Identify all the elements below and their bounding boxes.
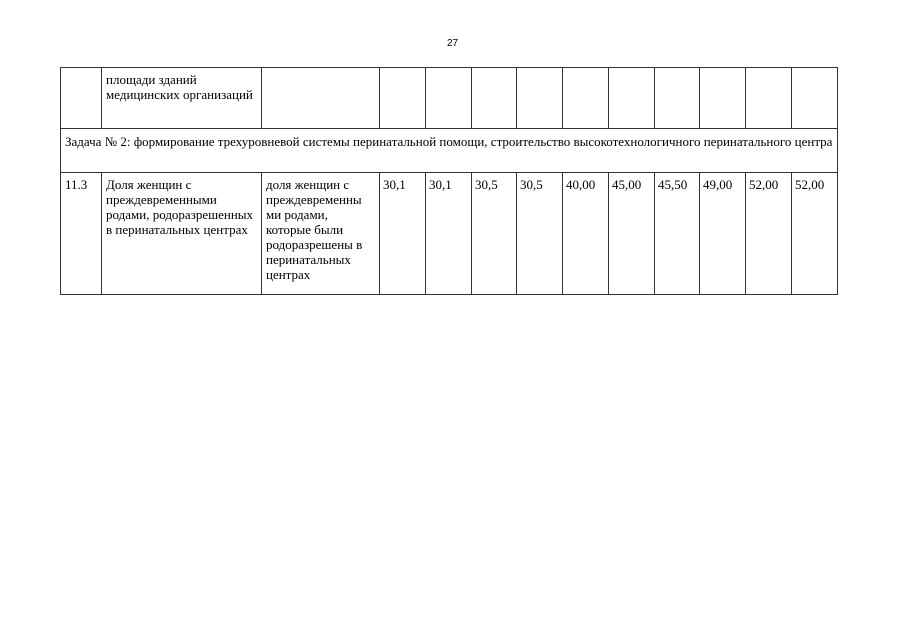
page-number: 27: [446, 38, 459, 49]
indicator-name-cell: площади зданий медицинских организаций: [102, 68, 262, 129]
value-cell: [700, 68, 746, 129]
value-cell: 40,00: [563, 173, 609, 295]
value-cell: [426, 68, 472, 129]
table-row: [61, 173, 838, 295]
indicator-name-cell: Доля женщин с преждевременными родами, родоразрешенных в перинатальных центрах: [102, 173, 262, 295]
value-cell: 30,1: [380, 173, 426, 295]
row-number-cell: [61, 68, 102, 129]
indicator-definition-cell: доля женщин с преждевременны ми родами, которые были родоразрешены в перинатальных центрах: [262, 173, 380, 295]
indicator-definition-cell: [262, 68, 380, 129]
indicators-table: [60, 67, 838, 295]
value-cell: 30,5: [517, 173, 563, 295]
value-cell: [517, 68, 563, 129]
table-row: [61, 68, 838, 129]
value-cell: [792, 68, 838, 129]
value-cell: [655, 68, 700, 129]
value-cell: 30,1: [426, 173, 472, 295]
value-cell: 52,00: [792, 173, 838, 295]
value-cell: 30,5: [472, 173, 517, 295]
value-cell: 52,00: [746, 173, 792, 295]
value-cell: [563, 68, 609, 129]
value-cell: [472, 68, 517, 129]
value-cell: 45,50: [655, 173, 700, 295]
value-cell: [609, 68, 655, 129]
row-number-cell: 11.3: [61, 173, 102, 295]
task-heading: Задача № 2: формирование трехуровневой системы перинатальной помощи, строительство высокотехнологичного перинатального центра: [61, 129, 838, 173]
value-cell: 49,00: [700, 173, 746, 295]
task-row: [61, 129, 838, 173]
value-cell: [380, 68, 426, 129]
value-cell: 45,00: [609, 173, 655, 295]
value-cell: [746, 68, 792, 129]
